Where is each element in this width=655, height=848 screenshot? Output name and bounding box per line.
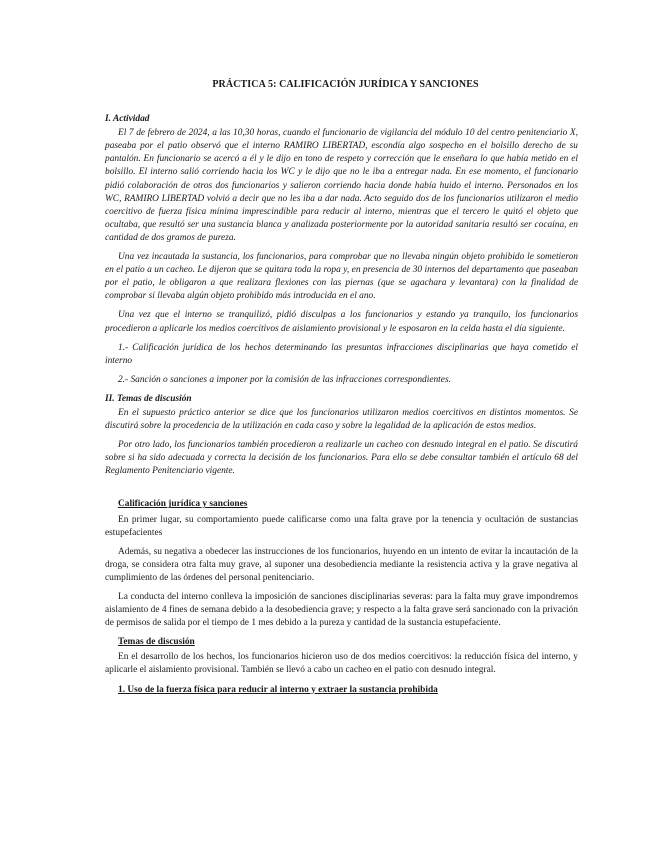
section-heading-temas: II. Temas de discusión <box>105 393 192 404</box>
paragraph: En el desarrollo de los hechos, los funcionarios hicieron uso de dos medios coercitivos: la reducción física del interno, y aplicarle el aislamiento provisional. También se llevó a cabo un cacheo en el patio con desnudo integral. <box>105 652 578 676</box>
paragraph: Por otro lado, los funcionarios también procedieron a realizarle un cacheo con desnudo integral en el patio. Se discutirá sobre si ha sido adecuada y correcta la decisión de los funcionarios. Para ello se debe consultar también el artículo 68 del Reglamento Penitenciario vigente. <box>105 440 578 477</box>
answer-heading-temas: Temas de discusión <box>118 637 195 648</box>
paragraph: En primer lugar, su comportamiento puede calificarse como una falta grave por la tenencia y ocultación de sustancias estupefacientes <box>105 514 578 538</box>
page-title: PRÁCTICA 5: CALIFICACIÓN JURÍDICA Y SANCIONES <box>212 79 479 90</box>
question-item: 1.- Calificación jurídica de los hechos determinando las presuntas infracciones disciplinarias que haya cometido el interno <box>105 342 578 366</box>
paragraph: En el supuesto práctico anterior se dice que los funcionarios utilizaron medios coercitivos en distintos momentos. Se discutirá sobre la procedencia de la utilización en cada caso y sobre la legalidad de la aplicación de estos medios. <box>105 407 578 432</box>
paragraph: Una vez incautada la sustancia, los funcionarios, para comprobar que no llevaba ningún objeto prohibido le sometieron en el patio a un cacheo. Le dijeron que se quitara toda la ropa y, en presencia de 30 internos del departamento que paseaban por el patio, le obligaron a que realizara flexiones con las piernas (que se agachara y levantara) con la finalidad de comprobar si llevaba algún objeto prohibido más introducida en el ano. <box>105 252 578 302</box>
paragraph: Además, su negativa a obedecer las instrucciones de los funcionarios, huyendo en un intento de evitar la incautación de la droga, se considera otra falta muy grave, al suponer una desobediencia mediante la resistencia activa y la grave negativa al cumplimiento de las órdenes del personal penitenciario. <box>105 546 578 583</box>
spacer <box>105 484 578 498</box>
paragraph: Una vez que el interno se tranquilizó, pidió disculpas a los funcionarios y estando ya tranquilo, los funcionarios procedieron a aplicarle los medios coercitivos de aislamiento provisional y le esposaron en la celda hasta el día siguiente. <box>105 310 578 334</box>
answer-heading-fuerza-fisica: 1. Uso de la fuerza física para reducir al interno y extraer la sustancia prohibida <box>118 684 438 695</box>
section-heading-actividad: I. Actividad <box>105 114 150 125</box>
answer-heading-calificacion: Calificación jurídica y sanciones <box>118 499 248 510</box>
paragraph: La conducta del interno conlleva la imposición de sanciones disciplinarias severas: para la falta muy grave impondremos aislamiento de 4 fines de semana debido a la desobediencia grave; y respecto a la falta grave será sancionado con la privación de permisos de salida por el tiempo de 1 mes debido a la pureza y cantidad de la sustancia estupefaciente. <box>105 592 578 629</box>
question-item: 2.- Sanción o sanciones a imponer por la comisión de las infracciones correspondientes. <box>118 374 451 385</box>
paragraph: El 7 de febrero de 2024, a las 10,30 horas, cuando el funcionario de vigilancia del módulo 10 del centro penitenciario X, paseaba por el patio observó que el interno RAMIRO LIBERTAD, escondía algo sospecho en el bolsillo derecho de su pantalón. En funcionario se acercó a él y le dijo en tono de respeto y corrección que le enseñara lo que había metido en el bolsillo. El interno salió corriendo hacia los WC y le dijo que no le iba a entregar nada. En ese momento, el funcionario pidió colaboración de otros dos funcionarios y salieron corriendo hacia donde había huido el interno. Personados en los WC, RAMIRO LIBERTAD volvió a decir que no les iba a dar nada. Acto seguido dos de los funcionarios utilizaron el medio coercitivo de fuerza física mínima imprescindible para reducir al interno, mientras que el tercero le quitó el objeto que ocultaba, que resultó ser una sustancia blanca y analizada posteriormente por la autoridad sanitaria resultó ser cocaína, en cantidad de dos gramos de pureza. <box>105 128 578 243</box>
